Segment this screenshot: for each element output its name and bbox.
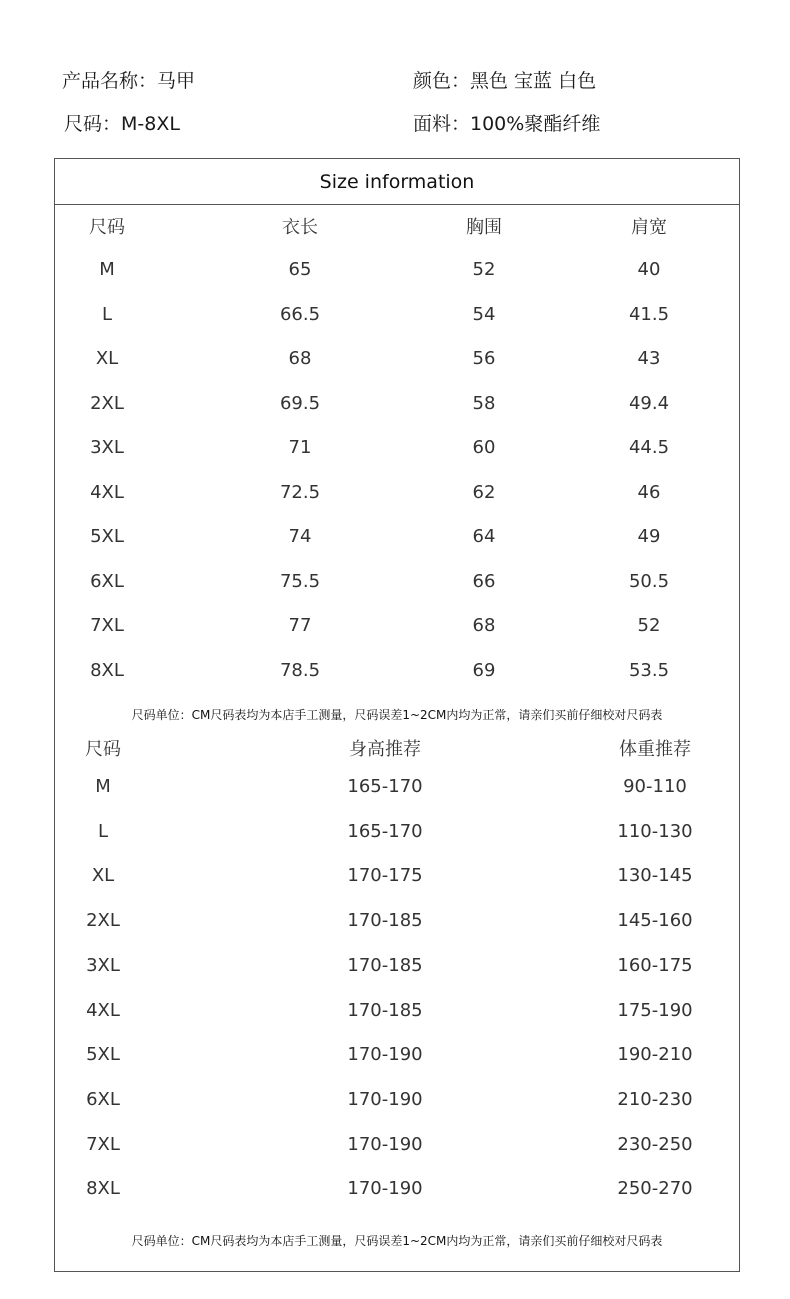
size-cell: 77 xyxy=(288,615,312,636)
recommend-cell: 160-175 xyxy=(617,955,693,976)
size-cell: 8XL xyxy=(90,660,124,681)
size-cell: 56 xyxy=(472,348,496,369)
size-cell: 52 xyxy=(637,615,661,636)
size-cell: 69.5 xyxy=(279,393,321,414)
recommend-cell: 170-190 xyxy=(347,1044,423,1065)
size-chart-frame xyxy=(54,158,740,1272)
recommend-cell: M xyxy=(95,776,111,797)
recommend-cell: 175-190 xyxy=(617,1000,693,1021)
fabric-info: 面料：100%聚酯纤维 xyxy=(413,113,601,135)
size-cell: 62 xyxy=(472,482,496,503)
size-chart-title: Size information xyxy=(55,159,739,205)
size-cell: 71 xyxy=(288,437,312,458)
recommend-cell: 170-185 xyxy=(347,955,423,976)
size-cell: M xyxy=(99,259,115,280)
size-cell: L xyxy=(101,304,113,325)
size-cell: 65 xyxy=(288,259,312,280)
size-cell: 68 xyxy=(472,615,496,636)
color-options: 颜色：黑色 宝蓝 白色 xyxy=(413,70,597,92)
size-cell: 74 xyxy=(288,526,312,547)
size-cell: 75.5 xyxy=(279,571,321,592)
size-col-header: 尺码 xyxy=(89,217,125,238)
size-cell: 49.4 xyxy=(628,393,670,414)
recommend-cell: 90-110 xyxy=(623,776,687,797)
recommend-cell: 4XL xyxy=(86,1000,120,1021)
size-cell: 7XL xyxy=(90,615,124,636)
recommend-col-header: 尺码 xyxy=(85,739,121,760)
size-cell: 66.5 xyxy=(279,304,321,325)
recommend-cell: 170-175 xyxy=(347,865,423,886)
recommend-col-header: 体重推荐 xyxy=(619,739,691,760)
recommend-cell: 170-190 xyxy=(347,1134,423,1155)
recommend-note: 尺码单位：CM尺码表均为本店手工测量，尺码误差1~2CM内均为正常，请亲们买前仔细校对尺码表 xyxy=(131,1234,663,1248)
size-cell: 44.5 xyxy=(628,437,670,458)
size-cell: 40 xyxy=(637,259,661,280)
size-cell: 64 xyxy=(472,526,496,547)
size-cell: 50.5 xyxy=(628,571,670,592)
recommend-cell: 130-145 xyxy=(617,865,693,886)
product-name: 产品名称：马甲 xyxy=(62,70,196,92)
recommend-cell: 190-210 xyxy=(617,1044,693,1065)
size-col-header: 衣长 xyxy=(282,217,318,238)
size-cell: 41.5 xyxy=(628,304,670,325)
recommend-cell: 6XL xyxy=(86,1089,120,1110)
size-cell: 54 xyxy=(472,304,496,325)
recommend-cell: 165-170 xyxy=(347,821,423,842)
size-range: 尺码：M-8XL xyxy=(64,113,180,135)
recommend-cell: 165-170 xyxy=(347,776,423,797)
size-cell: 49 xyxy=(637,526,661,547)
size-cell: 6XL xyxy=(90,571,124,592)
size-col-header: 胸围 xyxy=(466,217,502,238)
recommend-cell: 7XL xyxy=(86,1134,120,1155)
size-cell: 4XL xyxy=(90,482,124,503)
recommend-cell: 8XL xyxy=(86,1178,120,1199)
size-cell: 5XL xyxy=(90,526,124,547)
size-cell: XL xyxy=(95,348,119,369)
recommend-cell: 170-185 xyxy=(347,1000,423,1021)
recommend-cell: 170-190 xyxy=(347,1089,423,1110)
size-cell: 43 xyxy=(637,348,661,369)
size-cell: 52 xyxy=(472,259,496,280)
size-cell: 58 xyxy=(472,393,496,414)
recommend-cell: 210-230 xyxy=(617,1089,693,1110)
recommend-cell: 230-250 xyxy=(617,1134,693,1155)
recommend-cell: 3XL xyxy=(86,955,120,976)
size-cell: 60 xyxy=(472,437,496,458)
size-cell: 66 xyxy=(472,571,496,592)
recommend-col-header: 身高推荐 xyxy=(349,739,421,760)
recommend-cell: XL xyxy=(91,865,115,886)
size-col-header: 肩宽 xyxy=(631,217,667,238)
recommend-cell: 170-190 xyxy=(347,1178,423,1199)
size-cell: 78.5 xyxy=(279,660,321,681)
size-cell: 53.5 xyxy=(628,660,670,681)
recommend-cell: 2XL xyxy=(86,910,120,931)
size-cell: 68 xyxy=(288,348,312,369)
recommend-cell: 145-160 xyxy=(617,910,693,931)
recommend-cell: 250-270 xyxy=(617,1178,693,1199)
recommend-cell: 5XL xyxy=(86,1044,120,1065)
size-cell: 2XL xyxy=(90,393,124,414)
size-note: 尺码单位：CM尺码表均为本店手工测量，尺码误差1~2CM内均为正常，请亲们买前仔细校对尺码表 xyxy=(131,708,663,722)
recommend-cell: 170-185 xyxy=(347,910,423,931)
recommend-cell: 110-130 xyxy=(617,821,693,842)
size-cell: 72.5 xyxy=(279,482,321,503)
size-cell: 69 xyxy=(472,660,496,681)
recommend-cell: L xyxy=(97,821,109,842)
size-cell: 46 xyxy=(637,482,661,503)
size-cell: 3XL xyxy=(90,437,124,458)
